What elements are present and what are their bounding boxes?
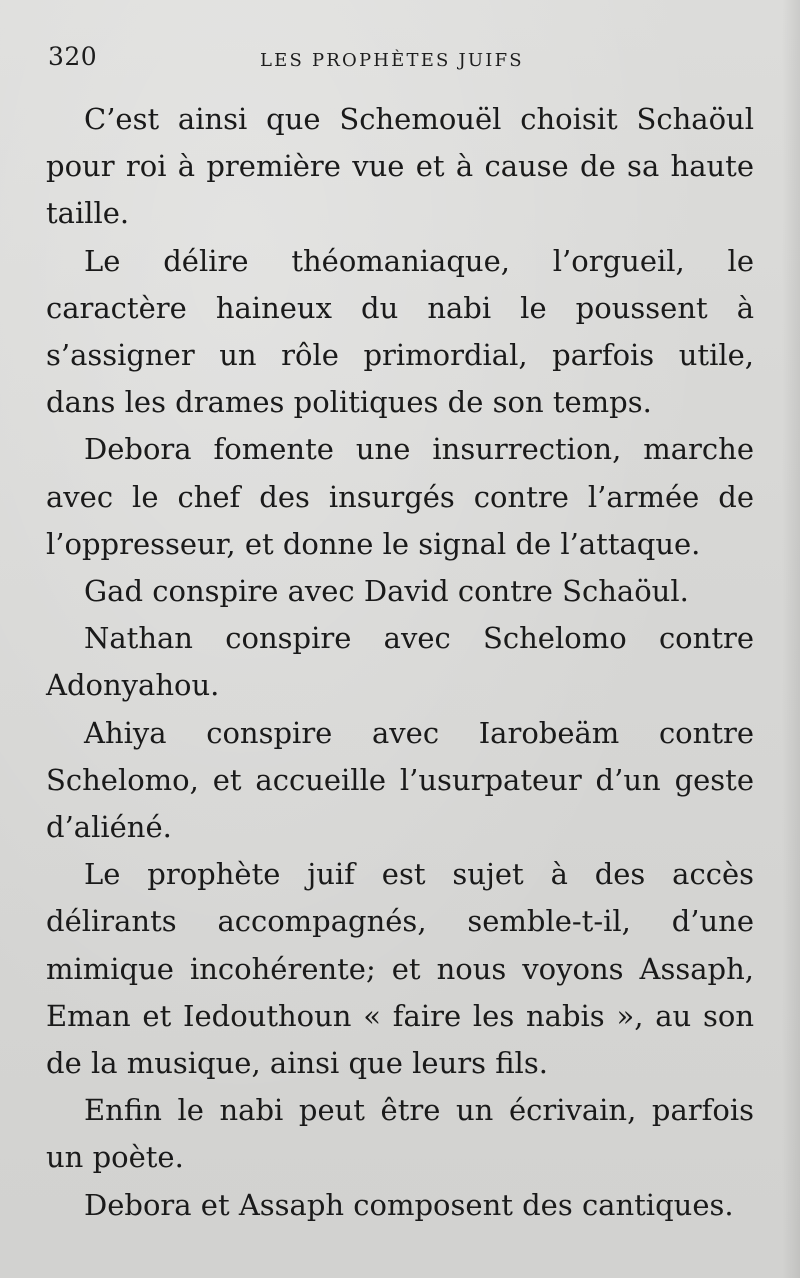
page-header: [48, 40, 748, 80]
paragraph: Ahiya conspire avec Iarobeäm contre Schelomo, et accueille l’usurpateur d’un geste d’aliéné.: [46, 715, 754, 845]
running-title: LES PROPHÈTES JUIFS: [260, 50, 524, 71]
paragraph: Le délire théomaniaque, l’orgueil, le caractère haineux du nabi le poussent à s’assigner un rôle primordial, parfois utile, dans les drames politiques de son temps.: [46, 243, 754, 420]
paragraph: C’est ainsi que Schemouël choisit Schaöul pour roi à première vue et à cause de sa haute taille.: [46, 102, 754, 231]
paragraph: Debora fomente une insurrection, marche avec le chef des insurgés contre l’armée de l’oppresseur, et donne le signal de l’attaque.: [46, 432, 754, 561]
paragraph: Gad conspire avec David contre Schaöul.: [84, 574, 689, 609]
page-number: 320: [48, 42, 98, 71]
page-body: [46, 96, 754, 1229]
paragraph: Le prophète juif est sujet à des accès délirants accompagnés, semble-t-il, d’une mimique incohérente; et nous voyons Assaph, Eman et Iedouthoun « faire les nabis », au son de la musique, ainsi que leurs fils.: [46, 857, 754, 1081]
paragraph: Debora et Assaph composent des cantiques.: [84, 1187, 734, 1222]
paragraph: Nathan conspire avec Schelomo contre Adonyahou.: [46, 621, 754, 703]
paragraph: Enfin le nabi peut être un écrivain, parfois un poète.: [46, 1093, 754, 1175]
